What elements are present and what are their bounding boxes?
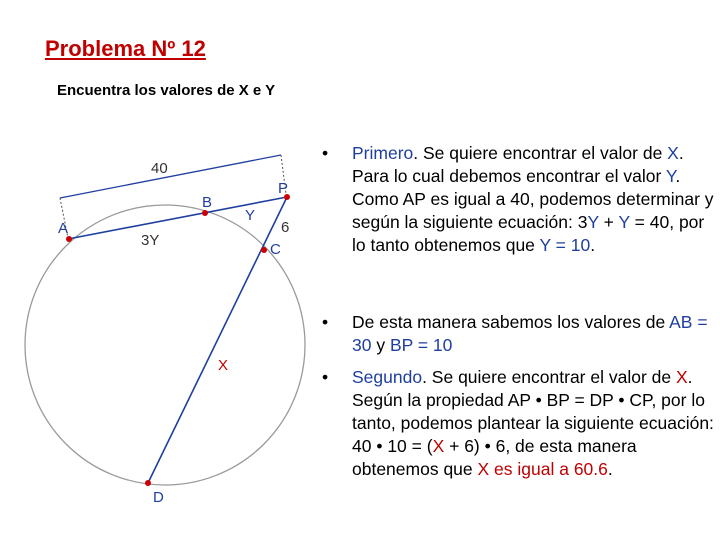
label-c: C (270, 241, 281, 258)
label-y: Y (245, 207, 256, 224)
text-run: . Según la propiedad AP • BP = DP • CP, por lo tanto, podemos plantear la siguiente ecuación: 40 • 10 = ( (352, 367, 714, 456)
label-40: 40 (151, 160, 168, 177)
secant-pd (148, 197, 290, 483)
variable-x: X (675, 367, 688, 387)
geometry-figure (0, 120, 320, 520)
bullet-text (322, 142, 714, 257)
bullet-dot: • (322, 367, 329, 387)
text-run: y (371, 335, 390, 355)
dimension-line-40 (60, 155, 281, 198)
text-run: . (607, 459, 613, 479)
problem-statement: Encuentra los valores de X e Y (57, 82, 276, 99)
bullet-second-step (322, 366, 714, 481)
bullet-first-step (322, 142, 714, 257)
label-3y: 3Y (141, 232, 160, 249)
label-d: D (153, 489, 164, 506)
label-p: P (278, 180, 289, 197)
bullet-text (322, 311, 714, 357)
variable-y: Y (618, 212, 630, 232)
bullet-dot: • (322, 143, 329, 163)
result-y: Y = 10 (539, 235, 591, 255)
label-x: X (218, 357, 229, 374)
text-run: = 40, por lo tanto obtenemos que (352, 212, 705, 255)
bullet-text (322, 366, 714, 481)
value-bp: BP = 10 (389, 335, 453, 355)
text-run: De esta manera sabemos los valores de (352, 312, 670, 332)
variable-y: Y (587, 212, 599, 232)
point-d (145, 480, 151, 486)
text-run: . Se quiere encontrar el valor de (422, 367, 676, 387)
point-c (261, 247, 267, 253)
label-b: B (202, 194, 213, 211)
label-a: A (58, 220, 69, 237)
text-run: + (598, 212, 619, 232)
variable-x: X (667, 143, 679, 163)
bullet-values (322, 311, 714, 357)
text-run: . Para lo cual debemos encontrar el valor (352, 143, 684, 186)
text-run: . Se quiere encontrar el valor de (413, 143, 668, 163)
result-x: X es igual a 60.6 (477, 459, 608, 479)
step-word-primero: Primero (352, 143, 414, 163)
text-run: . (590, 235, 596, 255)
step-word-segundo: Segundo (352, 367, 423, 387)
label-6: 6 (281, 219, 290, 236)
variable-x: X (432, 436, 445, 456)
bullet-dot: • (322, 312, 329, 332)
variable-y: Y (665, 166, 676, 186)
page-title: Problema Nº 12 (45, 36, 206, 61)
value-ab: AB = 30 (352, 312, 708, 355)
text-run: + 6) • 6, de esta manera obtenemos que (352, 436, 637, 479)
text-run: . Como AP es igual a 40, podemos determinar y según la siguiente ecuación: 3 (352, 166, 714, 232)
